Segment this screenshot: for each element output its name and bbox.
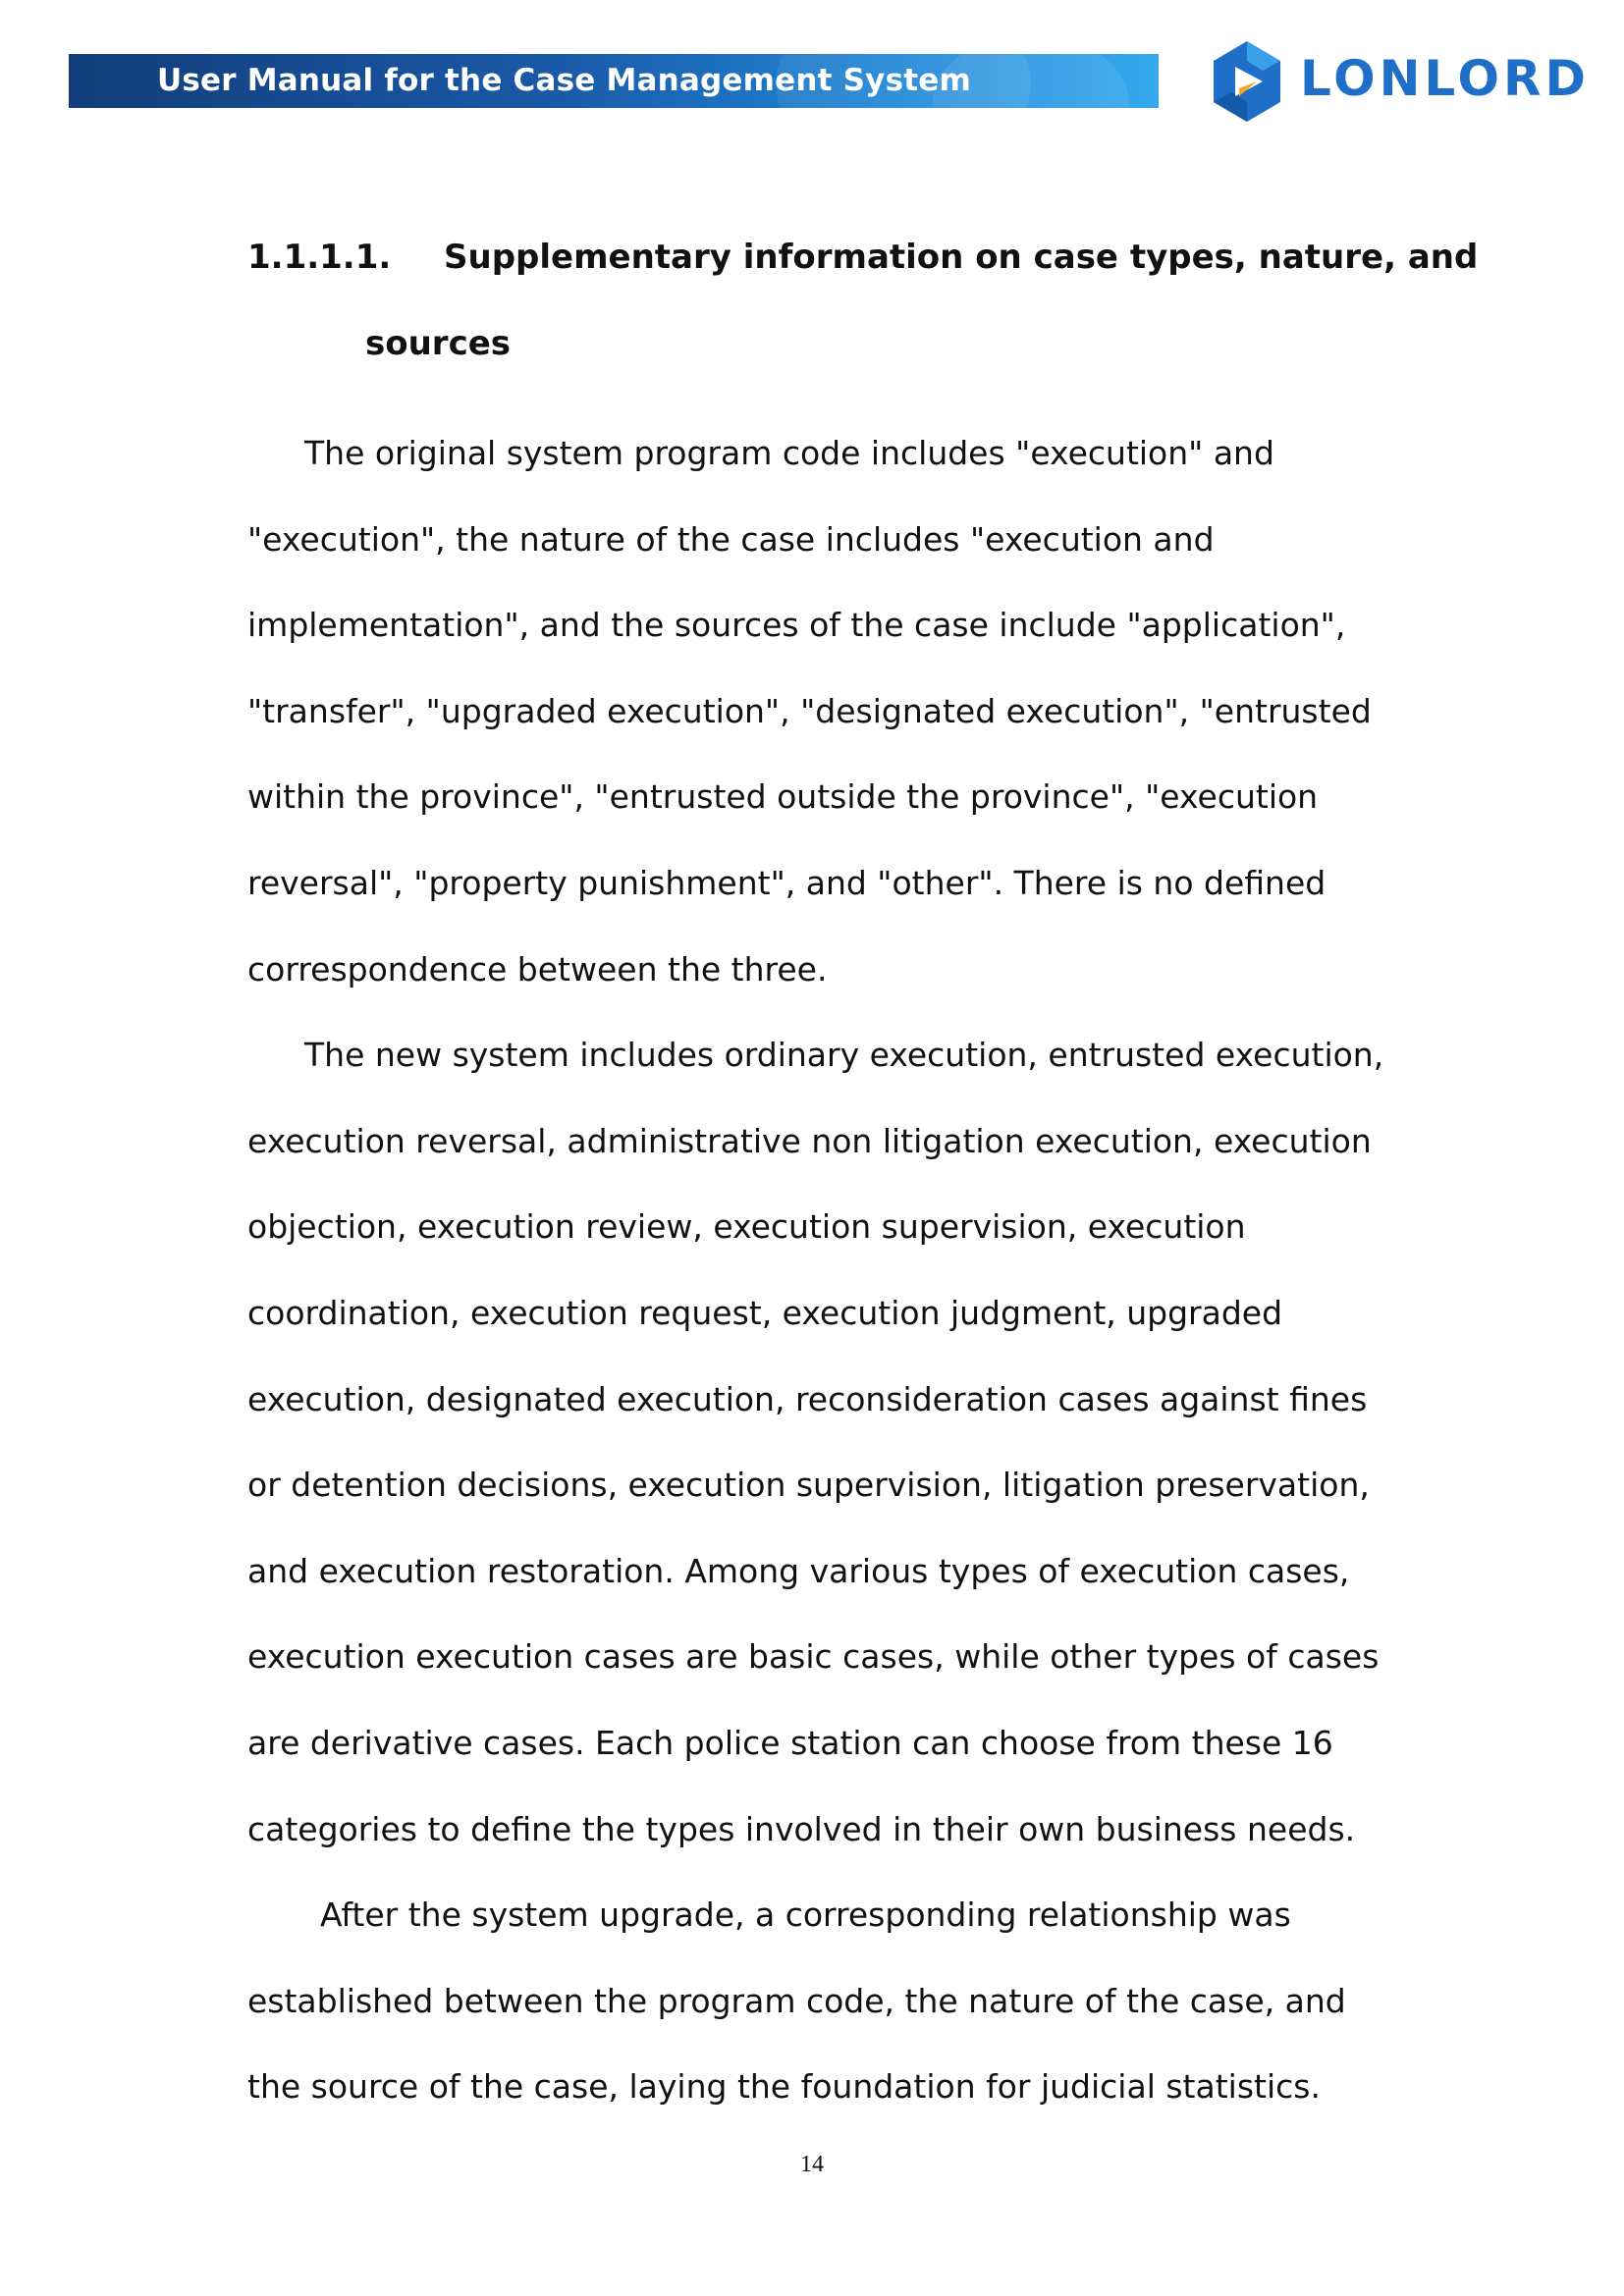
page-number: 14 (800, 2152, 824, 2177)
company-logo (1210, 39, 1591, 124)
header-banner (69, 54, 1159, 108)
body-text (247, 410, 1396, 2130)
document-title: User Manual for the Case Management System (157, 63, 971, 98)
paragraph-original-system: The original system program code includes "execution" and "execution", the nature of the case includes "execution and implementation", and the sources of the case include "application", "transfer", "upgraded execution", "designated execution", "entrusted within the province", "entrusted outside the province", "execution reversal", "property punishment", and "other". There is no defined correspondence between the three. (247, 434, 1372, 988)
section-title-line-1: Supplementary information on case types, nature, and (444, 238, 1479, 277)
paragraph-new-system: The new system includes ordinary execution, entrusted execution, execution reversal, administrative non litigation execution, execution objection, execution review, execution supervision, execution coordination, execution request, execution judgment, upgraded execution, designated execution, reconsideration cases against fines or detention decisions, execution supervision, litigation preservation, and execution restoration. Among various types of execution cases, execution execution cases are basic cases, while other types of cases are derivative cases. Each police station can choose from these 16 categories to define the types involved in their own business needs. (247, 1036, 1384, 1848)
section-number: 1.1.1.1. (247, 238, 392, 277)
lonlord-hexagon-logo-icon (1210, 39, 1284, 124)
section-title-line-2: sources (365, 324, 512, 363)
paragraph-system-upgrade: After the system upgrade, a corresponding relationship was established between the program code, the nature of the case, and the source of the case, laying the foundation for judicial statistics. (247, 1896, 1346, 2107)
logo-wordmark: LONLORD (1300, 50, 1591, 107)
